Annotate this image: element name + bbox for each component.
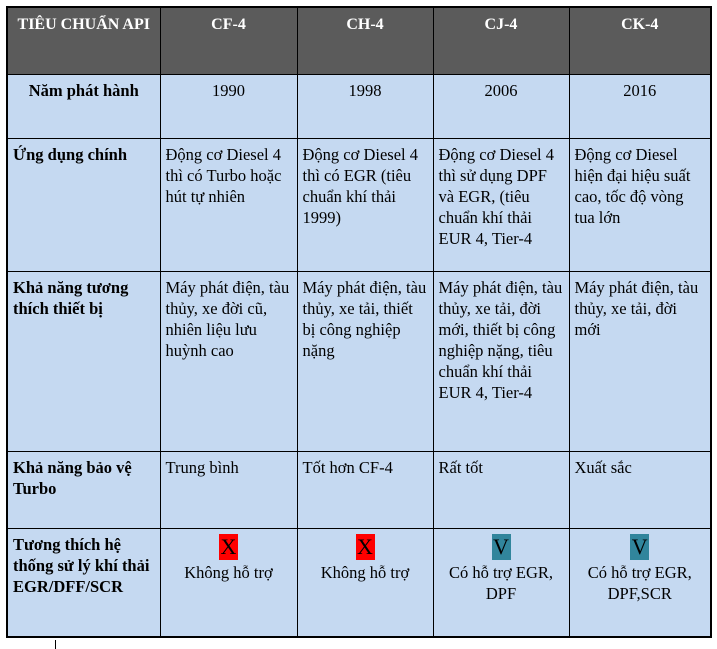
- support-v-icon: V: [631, 533, 648, 559]
- egr-text-ck4: Có hỗ trợ EGR, DPF,SCR: [587, 562, 692, 603]
- compatibility-cj4: Máy phát điện, tàu thủy, xe tải, đời mới, thiết bị công nghiệp nặng, tiêu chuẩn khí thải EUR 4, Tier-4: [433, 271, 569, 451]
- egr-cell-cj4: [433, 528, 569, 637]
- year-ck4: 2016: [569, 74, 711, 138]
- header-cf4: CF-4: [160, 7, 297, 74]
- egr-text-cf4: Không hỗ trợ: [184, 562, 273, 582]
- year-cj4: 2006: [433, 74, 569, 138]
- application-cj4: Động cơ Diesel 4 thì sử dụng DPF và EGR, (tiêu chuẩn khí thải EUR 4, Tier-4: [433, 138, 569, 271]
- egr-text-cj4: Có hỗ trợ EGR, DPF: [448, 562, 554, 603]
- header-api-standard: TIÊU CHUẨN API: [7, 7, 160, 74]
- table-row-application: [7, 138, 711, 271]
- turbo-ck4: Xuất sắc: [569, 452, 711, 529]
- row-label-year: Năm phát hành: [7, 74, 160, 138]
- year-ch4: 1998: [297, 74, 433, 138]
- table-row-egr: [7, 528, 711, 637]
- compatibility-ch4: Máy phát điện, tàu thủy, xe tải, thiết bị công nghiệp nặng: [297, 271, 433, 451]
- text-cursor-mark: [55, 640, 56, 649]
- support-v-icon: V: [493, 533, 509, 559]
- table-row-year: [7, 74, 711, 138]
- no-support-x-icon: X: [220, 533, 237, 559]
- header-ch4: CH-4: [297, 7, 433, 74]
- row-label-compatibility: Khả năng tương thích thiết bị: [7, 271, 160, 451]
- application-ch4: Động cơ Diesel 4 thì có EGR (tiêu chuẩn khí thải 1999): [297, 138, 433, 271]
- year-cf4: 1990: [160, 74, 297, 138]
- row-label-egr: Tương thích hệ thống sử lý khí thải EGR/DFF/SCR: [7, 528, 160, 637]
- compatibility-cf4: Máy phát điện, tàu thủy, xe đời cũ, nhiên liệu lưu huỳnh cao: [160, 271, 297, 451]
- turbo-cj4: Rất tốt: [433, 452, 569, 529]
- row-label-application: Ứng dụng chính: [7, 138, 160, 271]
- egr-cell-ck4: [569, 528, 711, 637]
- table-row-turbo: [7, 452, 711, 529]
- egr-cell-ch4: [297, 528, 433, 637]
- egr-text-ch4: Không hỗ trợ: [320, 562, 410, 582]
- egr-cell-cf4: [160, 528, 297, 637]
- table-header-row: [7, 7, 711, 74]
- turbo-cf4: Trung bình: [160, 452, 297, 529]
- application-ck4: Động cơ Diesel hiện đại hiệu suất cao, tốc độ vòng tua lớn: [569, 138, 711, 271]
- turbo-ch4: Tốt hơn CF-4: [297, 452, 433, 529]
- header-cj4: CJ-4: [433, 7, 569, 74]
- api-standards-table: [6, 6, 712, 638]
- compatibility-ck4: Máy phát điện, tàu thủy, xe tải, đời mới: [569, 271, 711, 451]
- application-cf4: Động cơ Diesel 4 thì có Turbo hoặc hút tự nhiên: [160, 138, 297, 271]
- row-label-turbo: Khả năng bảo vệ Turbo: [7, 452, 160, 529]
- header-ck4: CK-4: [569, 7, 711, 74]
- table-row-compatibility: [7, 271, 711, 451]
- no-support-x-icon: X: [357, 533, 373, 559]
